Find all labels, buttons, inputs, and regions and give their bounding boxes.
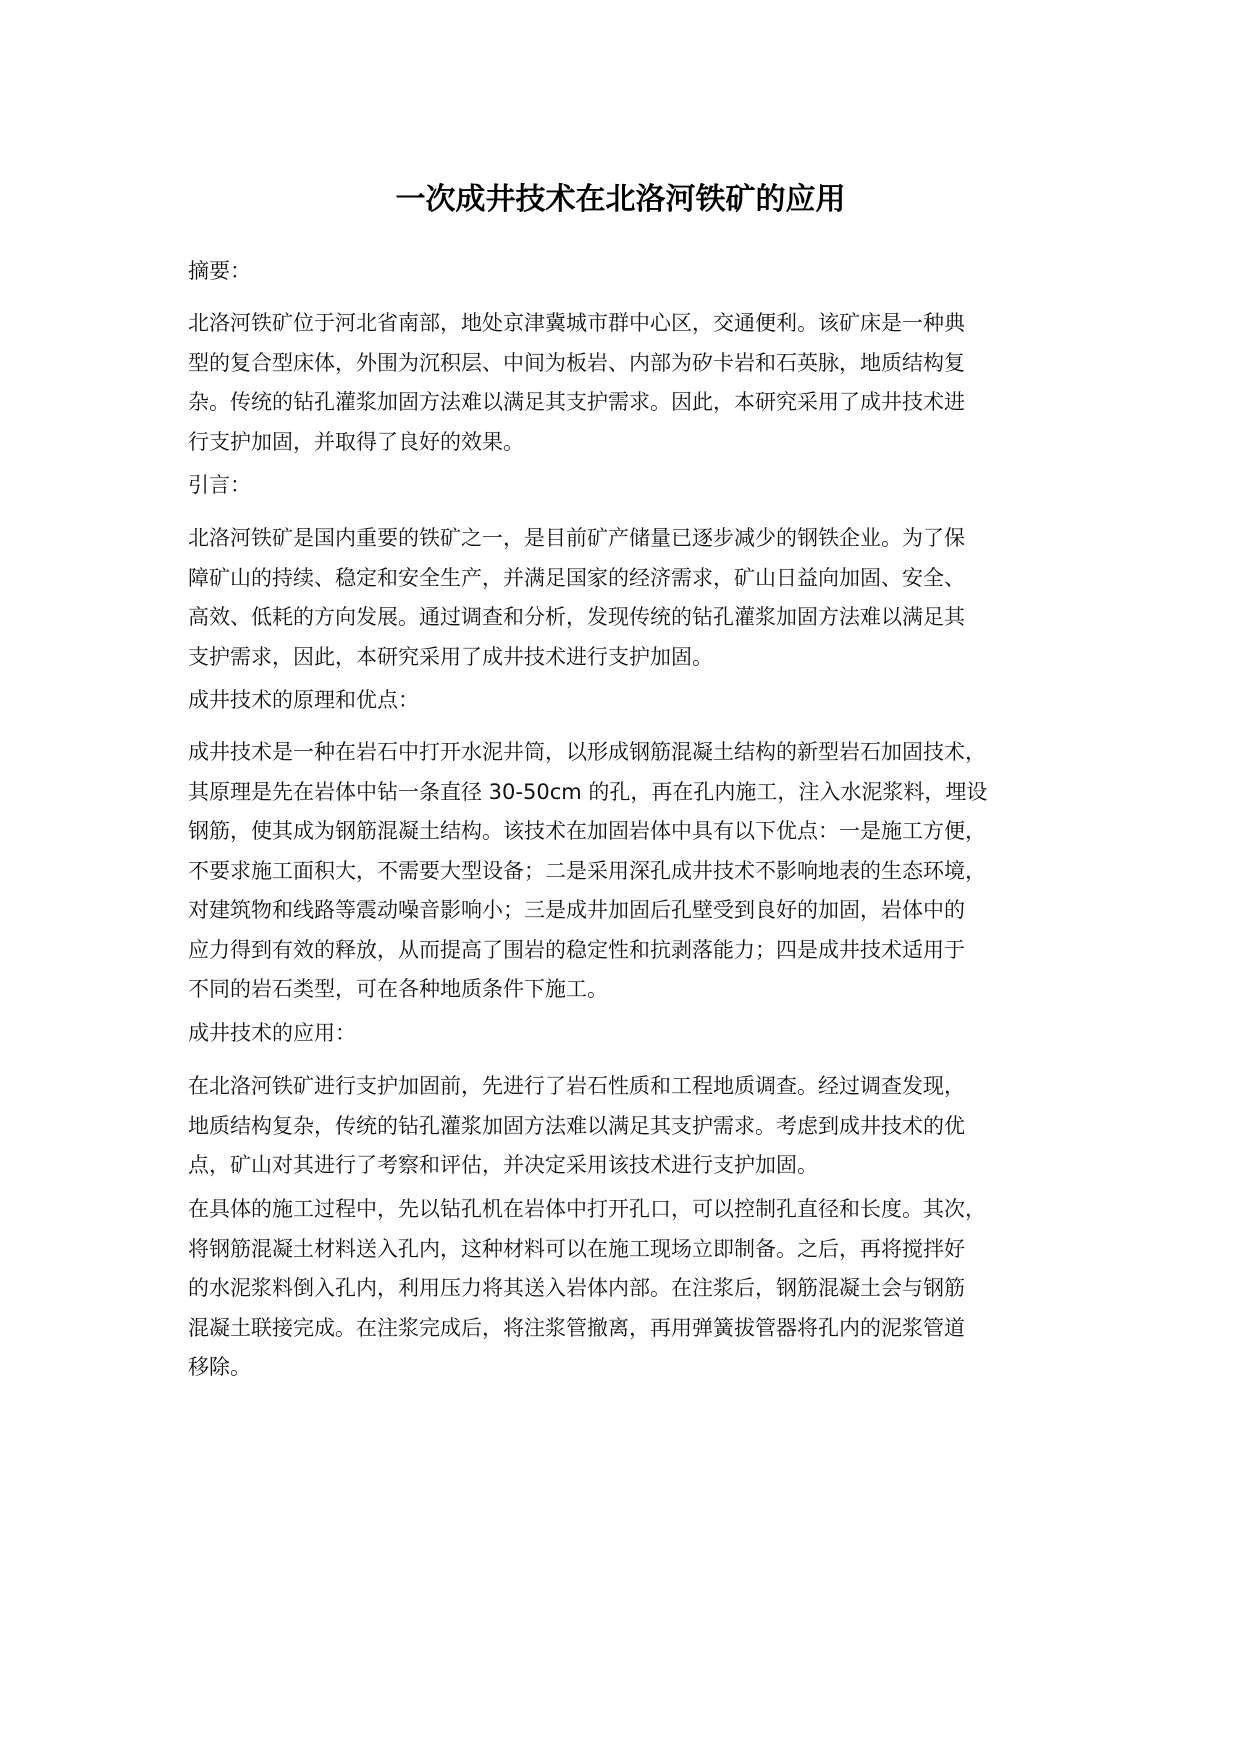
paragraph-line: 型的复合型床体，外围为沉积层、中间为板岩、内部为矽卡岩和石英脉，地质结构复 [188,350,965,375]
paragraph-line: 其原理是先在岩体中钻一条直径 30-50cm 的孔，再在孔内施工，注入水泥浆料，埋设 [188,779,988,804]
document-title: 一次成井技术在北洛河铁矿的应用 [395,182,846,217]
paragraph-line: 行支护加固，并取得了良好的效果。 [188,429,524,454]
intro-heading: 引言： [188,473,251,497]
paragraph-line: 不要求施工面积大，不需要大型设备；二是采用深孔成井技术不影响地表的生态环境， [188,858,986,883]
paragraph-line: 支护需求，因此，本研究采用了成井技术进行支护加固。 [188,644,713,669]
paragraph-line: 成井技术是一种在岩石中打开水泥井筒，以形成钢筋混凝土结构的新型岩石加固技术， [188,740,986,764]
paragraph-line: 北洛河铁矿位于河北省南部，地处京津冀城市群中心区，交通便利。该矿床是一种典 [188,311,965,335]
application-paragraph [188,1067,1088,1186]
abstract-heading: 摘要： [188,259,251,283]
paragraph-line: 混凝土联接完成。在注浆完成后，将注浆管撤离，再用弹簧拔管器将孔内的泥浆管道 [188,1315,965,1340]
principle-paragraph [188,733,1088,1010]
paragraph-line: 的水泥浆料倒入孔内，利用压力将其送入岩体内部。在注浆后，钢筋混凝土会与钢筋 [188,1276,965,1300]
intro-paragraph [188,519,1088,677]
abstract-paragraph [188,304,1088,462]
paragraph-line: 北洛河铁矿是国内重要的铁矿之一，是目前矿产储量已逐步减少的钢铁企业。为了保 [188,526,965,550]
paragraph-line: 应力得到有效的释放，从而提高了围岩的稳定性和抗剥落能力；四是成井技术适用于 [188,937,965,962]
process-paragraph [188,1190,1088,1388]
paragraph-line: 杂。传统的钻孔灌浆加固方法难以满足其支护需求。因此，本研究采用了成井技术进 [188,390,965,414]
paragraph-line: 高效、低耗的方向发展。通过调查和分析，发现传统的钻孔灌浆加固方法难以满足其 [188,605,965,629]
paragraph-line: 对建筑物和线路等震动噪音影响小；三是成井加固后孔壁受到良好的加固，岩体中的 [188,898,965,922]
paragraph-line: 在北洛河铁矿进行支护加固前，先进行了岩石性质和工程地质调查。经过调查发现， [188,1074,965,1098]
paragraph-line: 在具体的施工过程中，先以钻孔机在岩体中打开孔口，可以控制孔直径和长度。其次， [188,1197,986,1221]
principle-heading: 成井技术的原理和优点： [188,688,419,712]
application-heading: 成井技术的应用： [188,1021,356,1045]
paragraph-line: 移除。 [188,1355,251,1379]
paragraph-line: 不同的岩石类型，可在各种地质条件下施工。 [188,977,608,1001]
paragraph-line: 钢筋，使其成为钢筋混凝土结构。该技术在加固岩体中具有以下优点：一是施工方便， [188,819,986,843]
paragraph-line: 点，矿山对其进行了考察和评估，并决定采用该技术进行支护加固。 [188,1153,818,1177]
paragraph-line: 将钢筋混凝土材料送入孔内，这种材料可以在施工现场立即制备。之后，再将搅拌好 [188,1236,965,1261]
paragraph-line: 地质结构复杂，传统的钻孔灌浆加固方法难以满足其支护需求。考虑到成井技术的优 [188,1113,965,1138]
paragraph-line: 障矿山的持续、稳定和安全生产，并满足国家的经济需求，矿山日益向加固、安全、 [188,565,965,590]
